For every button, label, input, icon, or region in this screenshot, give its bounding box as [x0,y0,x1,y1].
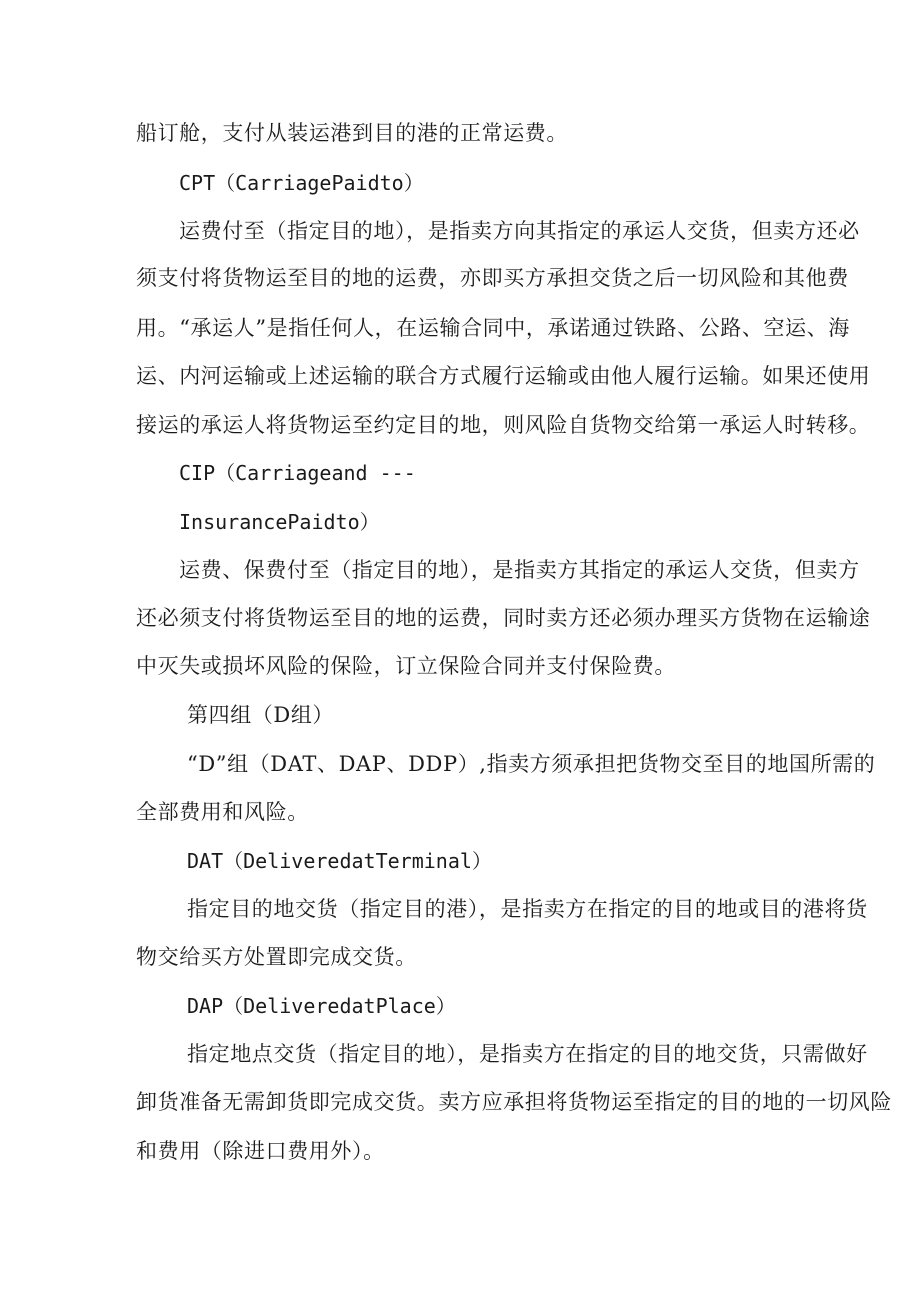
paragraph-line: 全部费用和风险。 [136,800,309,824]
cpt-heading: CPT（CarriagePaidto） [179,171,424,195]
cip-heading: CIP（Carriageand --- [179,461,416,485]
paragraph-line: 指定地点交货（指定目的地），是指卖方在指定的目的地交货，只需做好 [187,1042,868,1066]
paragraph-line: 中灭失或损坏风险的保险，订立保险合同并支付保险费。 [136,654,676,678]
group-d-heading: 第四组（D组） [187,703,335,727]
paragraph-line: 接运的承运人将货物运至约定目的地，则风险自货物交给第一承运人时转移。 [136,413,871,437]
paragraph-line: 运费付至（指定目的地），是指卖方向其指定的承运人交货，但卖方还必 [179,219,860,243]
paragraph-line: 运费、保费付至（指定目的地），是指卖方其指定的承运人交货，但卖方 [179,558,860,582]
paragraph-line: 物交给买方处置即完成交货。 [136,945,417,969]
paragraph-line: 和费用（除进口费用外）。 [136,1139,385,1163]
paragraph-line: “D”组（DAT、DAP、DDP）,指卖方须承担把货物交至目的地国所需的 [187,752,876,776]
paragraph-line: 指定目的地交货（指定目的港），是指卖方在指定的目的地或目的港将货 [187,897,868,921]
paragraph-line: 须支付将货物运至目的地的运费，亦即买方承担交货之后一切风险和其他费 [136,266,849,290]
paragraph-line: 运、内河运输或上述运输的联合方式履行运输或由他人履行运输。如果还使用 [136,364,871,388]
dat-heading: DAT（DeliveredatTerminal） [187,849,492,873]
paragraph-line: 还必须支付将货物运至目的地的运费，同时卖方还必须办理买方货物在运输途 [136,606,871,630]
cip-heading: InsurancePaidto） [179,510,380,534]
paragraph-line: 船订舱，支付从装运港到目的港的正常运费。 [136,121,568,145]
paragraph-line: 卸货准备无需卸货即完成交货。卖方应承担将货物运至指定的目的地的一切风险 [136,1090,892,1114]
paragraph-line: 用。“承运人”是指任何人，在运输合同中，承诺通过铁路、公路、空运、海 [136,316,850,340]
dap-heading: DAP（DeliveredatPlace） [187,994,456,1018]
